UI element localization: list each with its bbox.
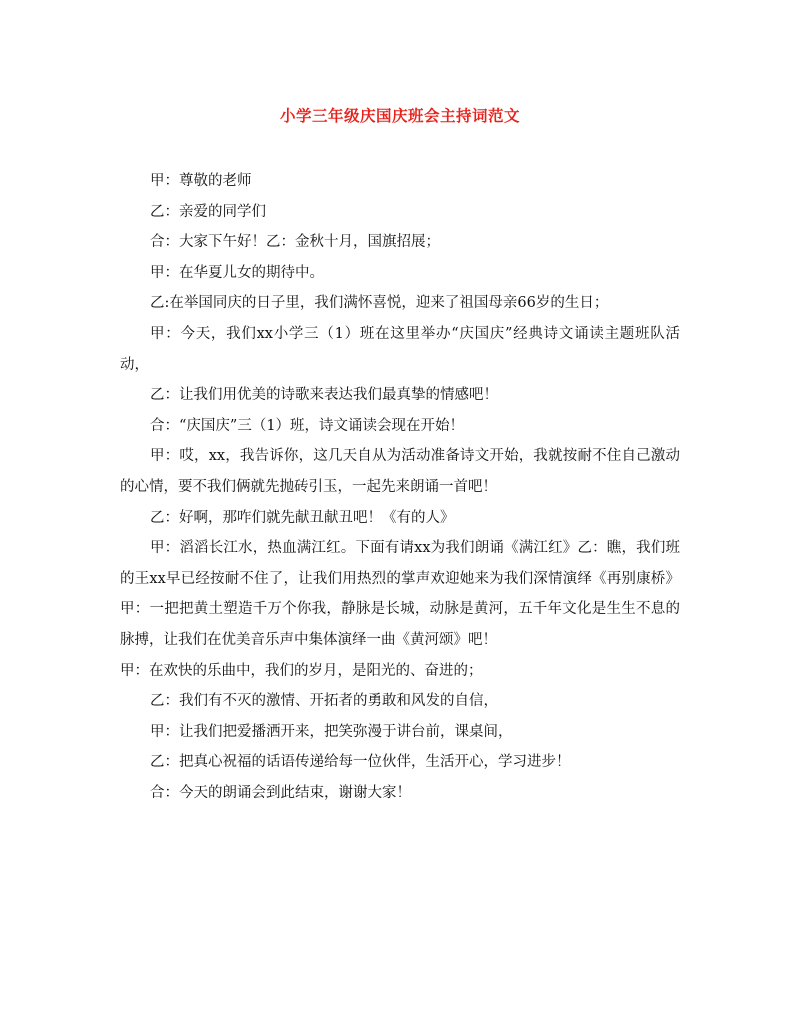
paragraph: 甲：在华夏儿女的期待中。 [150, 264, 324, 281]
paragraph: 甲：哎，xx，我告诉你，这几天自从为活动准备诗文开始，我就按耐不住自己激动的心情，要不我们俩就先抛砖引玉，一起先来朗诵一首吧！ [120, 448, 680, 495]
paragraph: 乙：让我们用优美的诗歌来表达我们最真挚的情感吧！ [150, 387, 498, 404]
paragraph: 甲：让我们把爱播洒开来，把笑弥漫于讲台前，课桌间， [150, 723, 513, 740]
paragraph: 乙：亲爱的同学们 [150, 203, 266, 220]
paragraph: 甲：尊敬的老师 [150, 173, 252, 189]
paragraph: 乙：好啊，那咋们就先献丑献丑吧！《有的人》 [150, 509, 455, 526]
paragraph: 乙：把真心祝福的话语传递给每一位伙伴，生活开心，学习进步！ [150, 754, 571, 771]
paragraph: 合：大家下午好！乙：金秋十月，国旗招展； [150, 234, 440, 251]
document-title: 小学三年级庆国庆班会主持词范文 [279, 106, 520, 125]
paragraph: 甲：今天，我们xx小学三（1）班在这里举办“庆国庆”经典诗文诵读主题班队活动， [120, 325, 680, 373]
paragraph: 甲：在欢快的乐曲中，我们的岁月，是阳光的、奋进的； [120, 662, 483, 679]
paragraph: 合：今天的朗诵会到此结束，谢谢大家！ [150, 784, 411, 801]
paragraph: 甲：滔滔长江水，热血满江红。下面有请xx为我们朗诵《满江红》乙：瞧，我们班的王xx早已经按耐不住了，让我们用热烈的掌声欢迎她来为我们深情演绎《再别康桥》甲：一把把黄土塑造千万个你我，静脉是长城，动脉是黄河，五千年文化是生生不息的脉搏，让我们在优美音乐声中集体演绎一曲《黄河颂》吧！ [120, 540, 680, 648]
paragraph: 合：“庆国庆”三（1）班，诗文诵读会现在开始！ [150, 417, 465, 434]
document-body [120, 166, 680, 808]
paragraph: 乙：我们有不灭的激情、开拓者的勇敢和风发的自信， [150, 693, 498, 710]
paragraph: 乙:在举国同庆的日子里，我们满怀喜悦，迎来了祖国母亲66岁的生日； [150, 295, 609, 312]
